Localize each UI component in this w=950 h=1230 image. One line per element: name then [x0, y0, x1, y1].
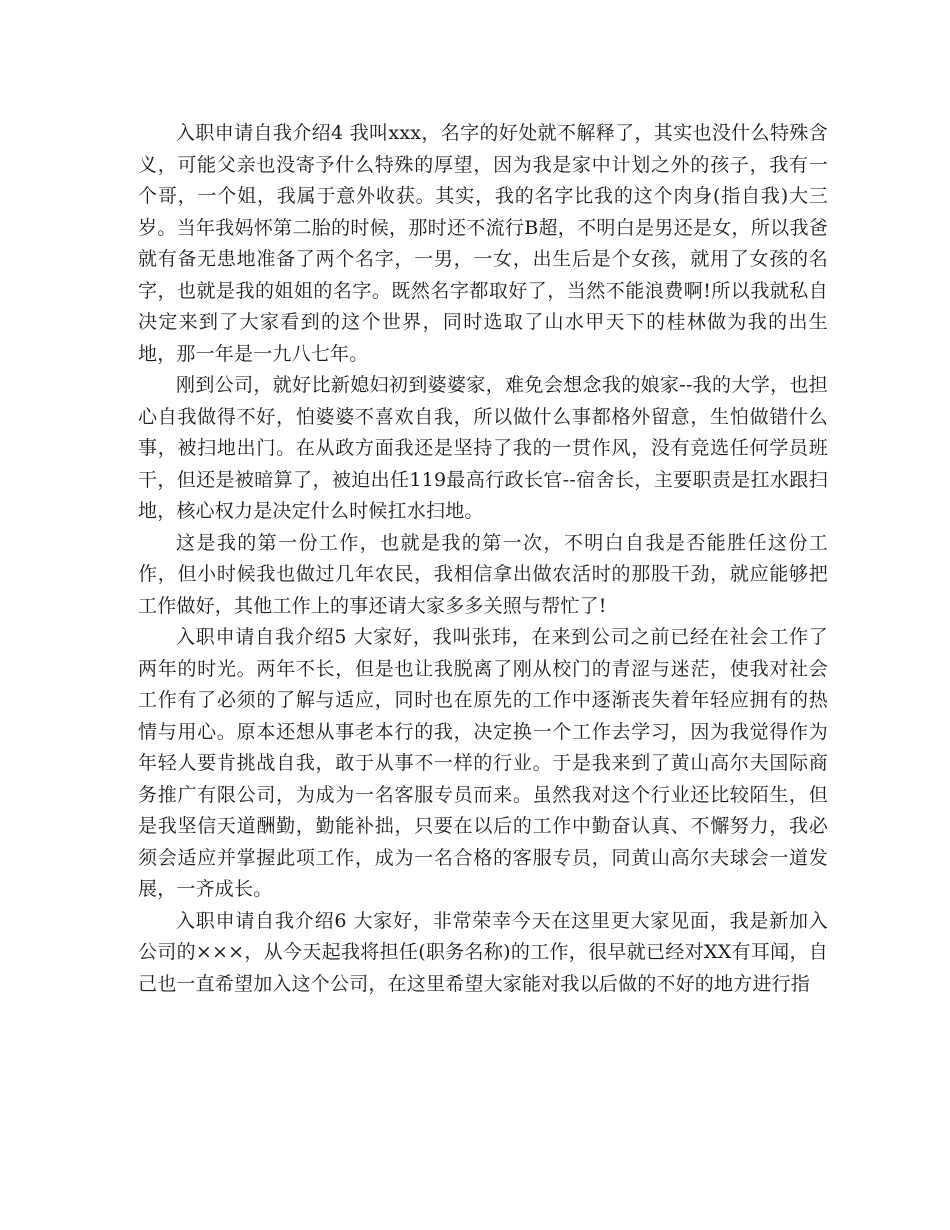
paragraph-first-job: 这是我的第一份工作，也就是我的第一次，不明白自我是否能胜任这份工作，但小时候我也做过几年农民，我相信拿出做农活时的那股干劲，就应能够把工作做好，其他工作上的事还请大家多多关照与帮忙了! [138, 531, 828, 617]
paragraph-intro-6: 入职申请自我介绍6 大家好，非常荣幸今天在这里更大家见面，我是新加入公司的×××，从今天起我将担任(职务名称)的工作，很早就已经对XX有耳闻，自己也一直希望加入这个公司，在这里希望大家能对我以后做的不好的地方进行指 [138, 909, 828, 995]
document-body [138, 118, 828, 1000]
paragraph-intro-4: 入职申请自我介绍4 我叫xxx，名字的好处就不解释了，其实也没什么特殊含义，可能父亲也没寄予什么特殊的厚望，因为我是家中计划之外的孩子，我有一个哥，一个姐，我属于意外收获。其实，我的名字比我的这个肉身(指自我)大三岁。当年我妈怀第二胎的时候，那时还不流行B超，不明白是男还是女，所以我爸就有备无患地准备了两个名字，一男，一女，出生后是个女孩，就用了女孩的名字，也就是我的姐姐的名字。既然名字都取好了，当然不能浪费啊!所以我就私自决定来到了大家看到的这个世界，同时选取了山水甲天下的桂林做为我的出生地，那一年是一九八七年。 [138, 122, 828, 365]
paragraph-intro-5: 入职申请自我介绍5 大家好，我叫张玮，在来到公司之前已经在社会工作了两年的时光。两年不长，但是也让我脱离了刚从校门的青涩与迷茫，使我对社会工作有了必须的了解与适应，同时也在原先的工作中逐渐丧失着年轻应拥有的热情与用心。原本还想从事老本行的我，决定换一个工作去学习，因为我觉得作为年轻人要肯挑战自我，敢于从事不一样的行业。于是我来到了黄山高尔夫国际商务推广有限公司，为成为一名客服专员而来。虽然我对这个行业还比较陌生，但是我坚信天道酬勤，勤能补拙，只要在以后的工作中勤奋认真、不懈努力，我必须会适应并掌握此项工作，成为一名合格的客服专员，同黄山高尔夫球会一道发展，一齐成长。 [138, 626, 828, 900]
paragraph-new-company: 刚到公司，就好比新媳妇初到婆婆家，难免会想念我的娘家--我的大学，也担心自我做得不好，怕婆婆不喜欢自我，所以做什么事都格外留意，生怕做错什么事，被扫地出门。在从政方面我还是坚持了我的一贯作风，没有竞选任何学员班干，但还是被暗算了，被迫出任119最高行政长官--宿舍长，主要职责是扛水跟扫地，核心权力是决定什么时候扛水扫地。 [138, 374, 828, 522]
